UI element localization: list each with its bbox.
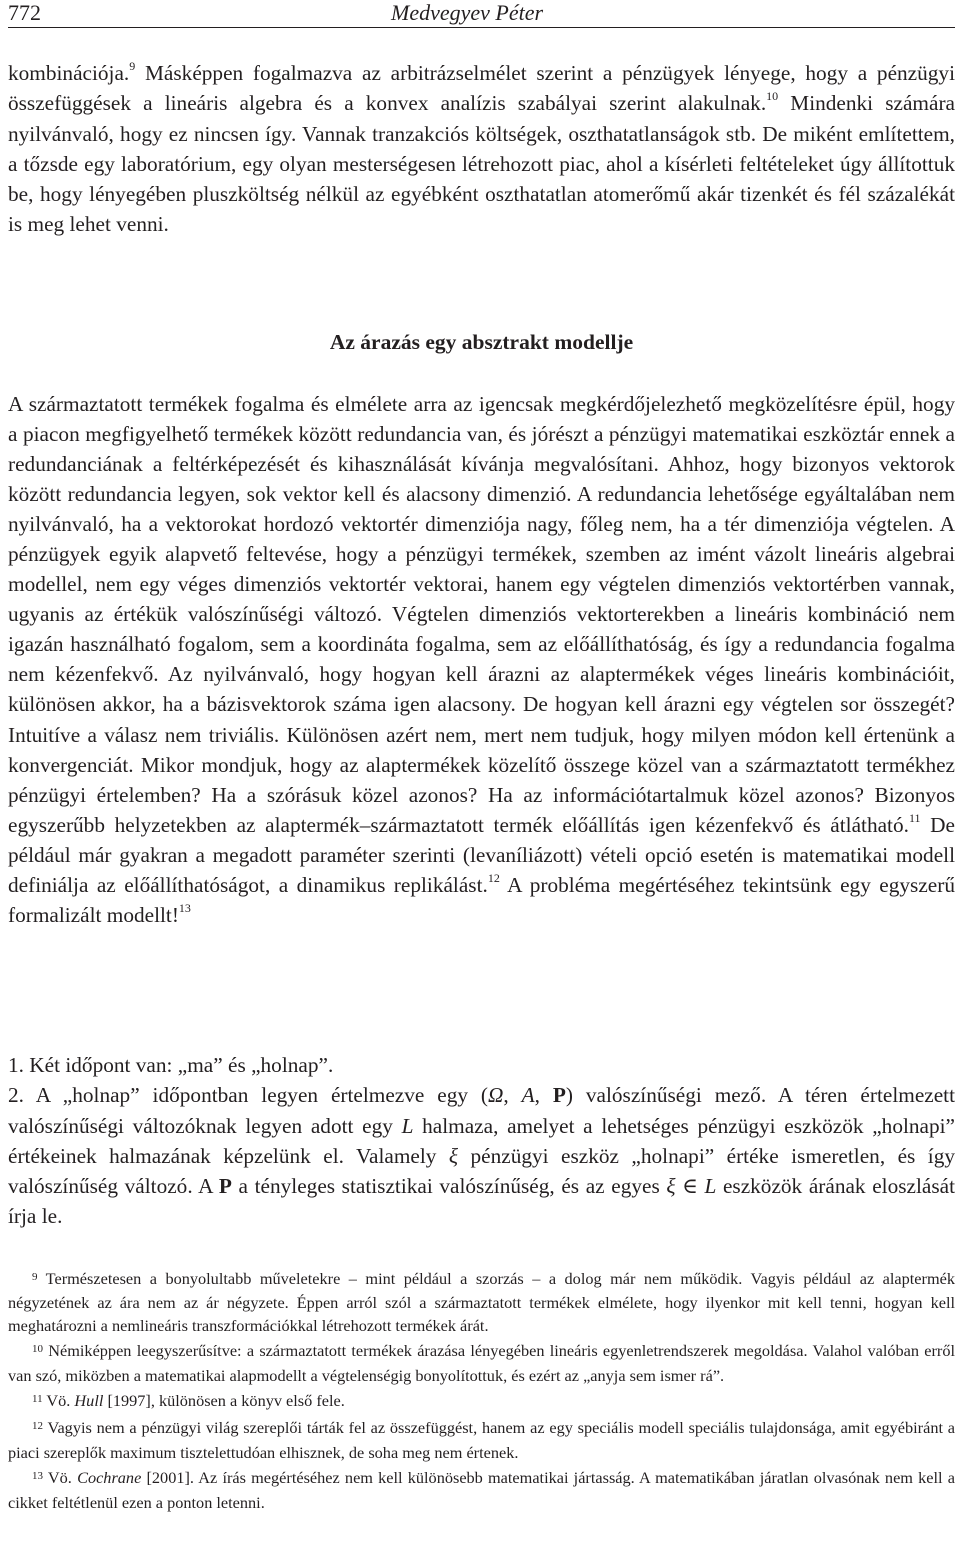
- separator: ,: [503, 1083, 522, 1108]
- footnote-text: Vagyis nem a pénzügyi világ szereplői tárták fel az összefüggést, hanem az egy speciális modell speciális tulajdonsága, amit egyébiránt a piaci szereplők maximum tisztelettudóan elhisznek, de soha meg nem értenek.: [8, 1418, 955, 1462]
- footnote-mark: 10: [32, 1343, 43, 1356]
- footnote-mark: 12: [32, 1420, 43, 1433]
- running-head-author: Medvegyev Péter: [391, 0, 544, 25]
- footnote-13: [8, 1467, 955, 1514]
- footnote-mark: 13: [32, 1470, 43, 1483]
- footnote-9: [8, 1268, 955, 1337]
- page-number: 772: [8, 0, 41, 25]
- list-item-2-text: pénzügyi eszköz „holnapi” értéke ismeretlen, és így valószínűség változó. A: [8, 1143, 956, 1199]
- footnote-mark: 11: [32, 1393, 43, 1406]
- footnote-text: Némiképpen leegyszerűsítve: a származtatott termékek árazása lényegében lineáris egyenletrendszerek megoldása. Valahol valóban erről van szó, miközben a matematikai alapmodellt a végtelenségig bonyolítottuk, és ezért az „anyja sem ismer rá”.: [8, 1341, 955, 1385]
- footnote-11: [8, 1390, 955, 1414]
- list-item-2-text: ) valószínűségi mező. A téren értelmezett valószínűségi változóknak legyen adott egy: [8, 1083, 956, 1138]
- intro-text-3: Mindenki számára nyilvánvaló, hogy ez nincsen így. Vannak tranzakciós költségek, oszthatatlanságok stb. De miként említettem, a tőzsde egy laboratórium, egy olyan mesterségesen létrehozott piac, ahol a kísérleti feltételeket úgy állítottuk be, hogy lényegében pluszköltség nélkül az egyébként oszthatatlan atomerőmű akár tizenkét és fél százalékát is meg lehet venni.: [8, 91, 955, 237]
- separator: ,: [534, 1083, 553, 1108]
- list-item-1-text: 1. Két időpont van: „ma” és „holnap”.: [8, 1053, 334, 1077]
- footnote-12: [8, 1417, 955, 1464]
- omega-symbol: Ω: [487, 1083, 504, 1108]
- section-text-2: De például már gyakran a megadott paraméter szerinti (levaníliázott) vételi opció esetén is matematikai modell definiálja az előállíthatóságot, a dinamikus replikálást.: [8, 812, 955, 897]
- footnote-text: Vö.: [42, 1391, 75, 1411]
- footnote-ref-10[interactable]: 10: [766, 89, 779, 104]
- intro-paragraph: [8, 58, 955, 240]
- footnote-ref-12[interactable]: 12: [487, 870, 500, 885]
- numbered-list: [8, 1050, 955, 1232]
- footnote-text: [2001]. Az írás megértéséhez nem kell különösebb matematikai jártasság. A matematikában járatlan olvasónak nem kell a cikket feltétlenül ezen a ponton letenni.: [8, 1468, 955, 1512]
- running-head: [8, 0, 955, 28]
- section-text-1: A származtatott termékek fogalma és elmélete arra az igencsak megkérdőjelezhető megközelítésre épül, hogy a piacon megfigyelhető termékek között redundancia van, és jórészt a pénzügyi matematikai eszköztár ennek a redundanciának a feltérképezését és kihasználását kívánja megvalósítani. Ahhoz, hogy bizonyos vektorok között redundancia legyen, sok vektor kell és alacsony dimenzió. A redundancia lehetősége egyáltalában nem nyilvánvaló, ha a vektorokat hordozó vektortér dimenziója nagy, főleg nem, ha a tér dimenziója végtelen. A pénzügyek egyik alapvető feltevése, hogy a pénzügyi termékek, szemben az imént vázolt lineáris algebrai modellel, nem egy véges dimenziós vektortér vektorai, hanem egy végtelen dimenziós vektortérben vannak, ugyanis az értékük valószínűségi változó. Végtelen dimenziós vektorterekben a lineáris kombináció nem igazán használható fogalom, sem a koordináta fogalma, sem az előállíthatóság, és így a redundancia fogalma nem kézenfekvő. Az nyilvánvaló, hogy hogyan kell árazni az alaptermékek véges lineáris kombinációit, különösen akkor, ha a bázisvektorok száma igen alacsony. De hogyan kell árazni egy végtelen sor összegét? Intuitíve a válasz nem triviális. Különösen azért nem, mert nem tudjuk, hogy milyen módon kell értenünk a konvergenciát. Mikor mondjuk, hogy az alaptermékek közelítő összege közel van a származtatott termékhez pénzügyi értelemben? Ha a szórásuk közel azonos? Ha az információtartalmuk közel azonos? Bizonyos egyszerűbb helyzetekben az alaptermék–származtatott termék előállítás igen kézenfekvő és átlátható.: [8, 392, 955, 837]
- footnote-ref-13[interactable]: 13: [178, 900, 191, 915]
- section-heading: Az árazás egy absztrakt modellje: [329, 330, 634, 354]
- list-item: [8, 1080, 955, 1231]
- footnote-text: [1997], különösen a könyv első fele.: [103, 1391, 345, 1411]
- footnote-10: [8, 1340, 955, 1387]
- probability-symbol: P: [218, 1174, 232, 1199]
- list-item: [8, 1050, 955, 1080]
- probability-symbol: P: [552, 1083, 566, 1108]
- footnote-text: Vö.: [43, 1468, 78, 1488]
- xi-symbol: ξ: [448, 1143, 459, 1168]
- intro-text-2: Másképpen fogalmazva az arbitrázselmélet szerint a pénzügyek lényege, hogy a pénzügyi összefüggések a lineáris algebra és a konvex analízis szabályai szerint alakulnak.: [8, 61, 955, 116]
- citation-author: Cochrane: [77, 1468, 142, 1488]
- citation-author: Hull: [74, 1391, 104, 1411]
- footnote-text: Természetesen a bonyolultabb műveletekre – mint például a szorzás – a dolog már nem működik. Vagyis például az alaptermék négyzetének az ára nem az ár négyzete. Éppen arról szól a származtatott termékek elmélete, hogy ilyenkor mit kell tenni, hogyan kell meghatározni a nemlineáris transzformációkkal létrehozott termékek árát.: [8, 1269, 955, 1335]
- footnotes: [8, 1268, 955, 1514]
- footnote-mark: 9: [32, 1271, 38, 1283]
- section-text-3: A probléma megértéséhez tekintsünk egy egyszerű formalizált modellt!: [8, 872, 955, 927]
- book-page: [8, 0, 955, 1563]
- intro-text-1: kombinációja.: [8, 61, 130, 85]
- list-item-2-text: 2. A „holnap” időpontban legyen értelmezve egy (: [8, 1083, 488, 1108]
- list-item-2-text: a tényleges statisztikai valószínűség, és az egyes: [231, 1174, 667, 1199]
- sigma-algebra-symbol: A: [521, 1083, 535, 1108]
- set-L-symbol: L: [401, 1113, 414, 1138]
- footnote-ref-11[interactable]: 11: [908, 810, 921, 825]
- section-paragraph: [8, 389, 955, 930]
- list-item-2-text: eszközök árának eloszlását írja le.: [8, 1174, 955, 1229]
- footnote-ref-9[interactable]: 9: [129, 59, 136, 73]
- xi-in-L-formula: ξ ∈ L: [666, 1174, 717, 1199]
- list-item-2-text: halmaza, amelyet a lehetséges pénzügyi eszközök „holnapi” értékeinek halmazának képzelünk el. Valamely: [8, 1113, 956, 1168]
